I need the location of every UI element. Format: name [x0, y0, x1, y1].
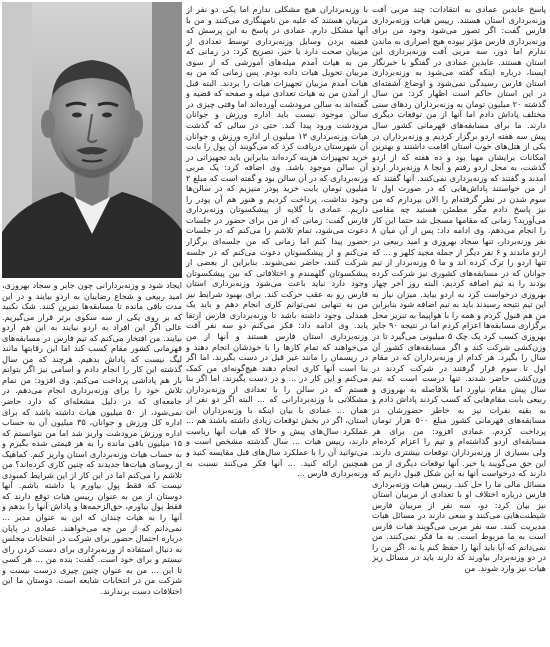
article-text-left: ایجاد شود و وزنه‌بردارانی چون جابر و سجاد بهروزی، امید ربیعی و شجاع رضاییان به اردو بیایند و در این مدت باقی مانده تا مسابقه‌ها تمرین کنند. شک نکنید که بر روی یکی از سه سکوی برتر قرار می‌گیریم. عالی اگر این افراد به اردو نیایند به این هم اردو بیایند. من افتخار می‌کنم که تیم فارس در مسابقه‌های قهرمانی کشور مقام کسب کند اما این رقابتها مانند لیگ نیست که پاداش بدهیم. هرچند که من سال گذشته این کار را انجام دادم و اسامی نیز اگر بتوانم باز هم پاداشی پرداخت می‌کنم. وی افزود: من تمام تلاش خود را برای وزنه‌برداری انجام می‌دهم. در جامعه‌ای که در دلیل مشغله‌ای که دارد حاضر نمی‌شود، از ۵۰ میلیون هیات داشته باشد که برای اداره کل ورزش و جوانان، ۳۵ میلیون آن به حساب اداره ورزش مرودشت واریز شد اما من نتوانستم که ۱۵ میلیون باقی مانده را به هر قیمتی شده بگیرم و به حساب هیات وزنه‌برداری استان واریز کنم. کماهیک از روسای هیات‌ها جدیدند که چنین کاری کرده‌اند؟ من تلاشم را می‌کنم اما در این کار از این شرایط کمبودی نیست که فقط پول بیاورم یا داشته باشم. آنها دوستان از من به عنوان رییس هیات توقع دارند که فقط پول بیاورم، حق‌الزحمه‌ها و پاداش آنها را بدهم و آنها را به هیات چندان که این به عنوان مدیر ... نمی‌دانم که از من چه می‌خواهند. عمادی در پایان درباره احتمال حضور برای شرکت در انتخابات مجلس به دنبال استفاده از وزنه‌برداری برای دست کردن رای نیستم و برای خود است. گفت: بنده من ... هر کسی تا این ... من به عنوان چنین چیزی درست نیست و شرکت من در انتخابات شایعه است. دوستان ما این اختلافات دست برندارند. [2, 280, 182, 596]
article-text-right: پاسخ عابدین عمادی به انتقادات: چند مربی آفت وزنه‌برداری استان هستند. رییس هیات وزنه‌برداری فارس گفت: اگر تصور می‌شود وجود من برای وزنه‌برداری فارس مؤثر نبوده هیچ اصراری به ماندن ندارم اما دور، سه مربی آفت وزنه‌برداری این استان هستند. عابدین عمادی در گفتگو با خبرنگار ایسنا، درباره اینکه گفته می‌شود به وزنه‌برداری استان فارس رسیدگی نمی‌شود و اوضاع آشفته‌ای در این استان حاکم است اظهار کرد: من سال گذشته ۲۰ میلیون تومان به وزنه‌برداران ردهای سنی مختلف پاداش دادم اما آنها از من توقعات دیگری دارند. ما برای مسابقه‌های قهرمانی کشور سال پیش سه هفته اردو برگزار کردیم و وزنه‌برداران در یکی از هتل‌های خوب استان اقامت داشتند و بهترین امکانات برایشان مهیا بود و ده هفته که از اردو گذشت، به محل اردو رفتم و آنجا ۸ وزنه‌بردار اردو آمدند و گفتند که وزنه‌برداری نمی‌کنند. آنها گفتند که از من خواستند پاداش‌هایی که در صورت اول تا سوم شدن در نظر گرفته‌ام را الان بپردازم که من نیز پاسخ دادم مگر مطمئن هستید چه مقامی می‌آورید؟ زمانی که مقامها مسجل شد حتما این کار را انجام می‌دهم. وی ادامه داد: پس از آن میان ۸ نفر وزنه‌بردار، تنها سجاد بهروزی و امید ربیعی در اردو ماندند و ۶ نفر دیگر از جمله مجید کلهر و ... که تنها اردو را ترک کرده اند و ما ۵ وزنه‌بردار از تیم جوانان که در مسابقه‌های کشوری نیز شرکت کرده بودند را به تیم اضافه کردیم. البته روز آخر چهار بهروزی درخواست کرد به اردو بیاید. میزان نیاز به این تیم نتیجه رسیدند باید به تیم اضافه شود بنابراین من هم قبول کردم و همه را با هواپیما به تبریز محل برگزاری مسابقه‌ها اعزام کردم اما در نتیجه ۹۰ جایز بهروزی کسب کرد یک چک ۵ میلیونی می‌گیرد تا در وزن‌کشی شرکت کند و اگر مسابقه‌های کشور آن سال را بگیرد. هر کدام از وزنه‌برداران که در مقام اول تا سوم قرار گرفتند در شرکت کردند در وزن‌کشی حاضر شدند. تنها درست است که تیم سال پیش مقام نیاورد اما بلافاصله به بهروزی و ربیعی بابت مقام‌هایی که کسب کردند پاداش دادم و به بقیه نفرات نیز به خاطر حضورشان در مسابقه‌های قهرمانی کشور مبلغ ۵۰۰ هزار تومان پرداخت کردم. عمادی افزود: من برای هر مسابقه‌ای اردو گذاشته‌ام و تیم را اعزام کرده‌ام ولی بسیاری از وزنه‌برداران توقعات بیشتری دارند. این حق می‌گویند یا خیر. آنها توقعات دیگری از من دارند که درخواست آنها به این شکل قبول داریم که مسائل مالی ما را حل کند. رییس هیات وزنه‌برداری فارس درباره اختلاف او با تعدادی از مربیان استان نیز بیان کرد: دو، سه نفر از مربیان فارس شیطنت‌هایی می‌کنند و سعی دارند در مسائل هیات مدیریت کنند. سه نفر مربی می‌گویند هیات فارس است به ما مربوط است. به ما فکر نمی‌کنند. من نمی‌دانم که آیا باید آنها را حفظ کنم یا نه. اگر من را در دو وزنه‌بردار بیاورند که دارند باید در مسائل ریز هیات نیز وارد شوند. من [372, 4, 546, 573]
article-column-right [372, 4, 546, 644]
article-column-left [2, 280, 182, 644]
article-column-middle [186, 4, 368, 644]
article-text-middle: با وزنه‌برداران هیچ مشکلی ندارم اما یکی دو نفر از مربیان هستند که علیه من نامهنگاری می‌کنند و من با آنها مشکل دارم. عمادی در پاسخ به این پرسش که قضیه بردن وسایل وزنه‌برداری توسط تعدادی از مربیان صحت دارد یا خیر، تصریح کرد: در زمانی که من به هیات آمدم میله‌های آموزشی که از سوی مربیان تحویل هیات داده بودم. پس زمانی که من به هیات آمدم مربیان تجهیزات هیات را بردند. البته قبل از آمدن من به هیات تعدادی میله و صفحه که قضیه و گفته‌اند به سالن مرودشت آورده‌اند اما وقتی چیزی در سالن موجود نیست باید اداره ورزش و جوانان مرودشت ورود پیدا کند. حتی در سالی که گذشت هیات وزنه‌برداری ۱۳ میلیون از اداره ورزش و جوانان آن شهرستان دریافت کرد که می‌گویند آن پول را بابت خرید تجهیزات هزینه کرده‌اند بنابراین باید تجهیزاتی در آن سالن موجود باشد. وی اضافه کرد: یک مربی وزنه‌برداری که در آن سالن بود و گفته است که مبلغ ۲ میلیون تومان بابت خرید پودر منیزیم که در سالن‌ها وجود نداشت، پرداخت کردیم و هنوز هم آن پودر را داریم. عمادی با گلایه از پیشکسوتان وزنه‌برداری فارس گفت: زمانی که از من برای حضور در جلسات دعوت می‌شود، تمام تلاشم را می‌کنم که در جلسات حضور پیدا کنم اما زمانی که من جلسه‌ای برگزار می‌کنم و از پیشکسوتان دعوت می‌کنم که در جلسه شرکت کنند، حاضر نمی‌شوند. بنابراین از بعضی از پیشکسوتان گلهمندم و اختلافاتی که بین پیشکسوتان وجود دارد نباید باعث می‌شود وزنه‌برداری استان فارس رو به عقب حرکت کند. برای بهبود شرایط نیز من به تنهایی نمی‌توانم کاری انجام دهم و باید یک همدلی وجود داشته باشد تا وزنه‌برداری فارس ارتقا یابد. وی ادامه داد: فکر می‌کنم دو سه نفر آفت وزنه‌برداری استان فارس هستند و آنها از من می‌خواهند که تمام کارها را با خودشان انجام دهند و در ریسمان را مانند غیر قبل در دست بگیرند. اما اگر بنا است آنها کاری انجام دهند هیچ‌گونه‌ای من کمک می‌کنم و این کار در ... و در دست بگیرند. اما اگر بنا هستم که در سالن را با تعدادی از وزنه‌برداران مشکلاتی با وزنه‌بردارانی که ... البته اگر دو نفر از همان ... عمادی با بیان اینکه با وزنه‌برداران این استان، اگر در بخش توقعات زیادی داشته باشند هم ... عملکرد سال‌های پیش و حالا که هیات آنها ریاست دارند، رییس هیات ... سال گذشته مشخص است و می‌توانید آن را با عملکرد سال‌های قبل مقایسه کنید و همچنین ارائه کنید. ... آنها فکر می‌کنند نسبت به وزنه‌برداری فارس ... [186, 4, 368, 479]
portrait-illustration [2, 2, 182, 278]
portrait-photo [2, 2, 182, 278]
